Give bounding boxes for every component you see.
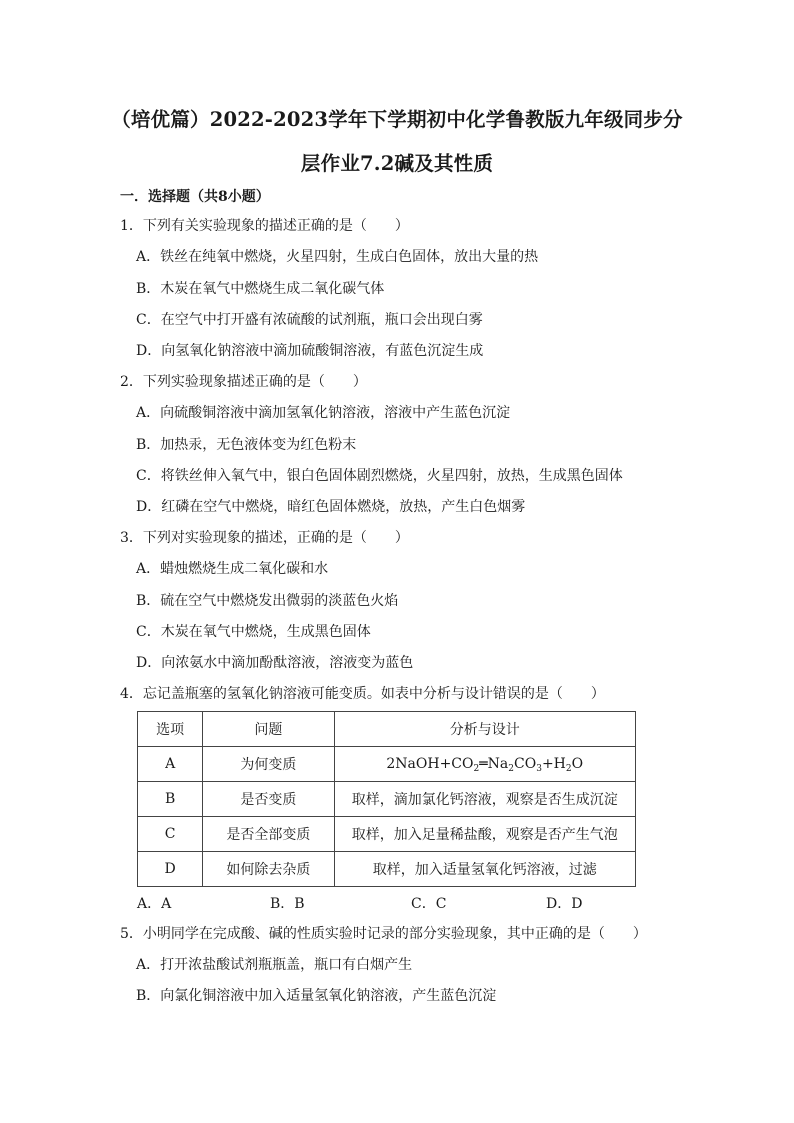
question-3-option-a: A．蜡烛燃烧生成二氧化碳和水 [136, 561, 329, 577]
question-1-stem: 1．下列有关实验现象的描述正确的是（ ） [120, 218, 409, 234]
equation-subscript: 3 [536, 764, 542, 774]
question-1-option-c: C．在空气中打开盛有浓硫酸的试剂瓶，瓶口会出现白雾 [136, 312, 483, 328]
question-3-stem: 3．下列对实验现象的描述，正确的是（ ） [120, 530, 409, 546]
table-cell-analysis: 取样，加入适量氢氧化钙溶液，过滤 [334, 852, 635, 887]
question-1-option-b: B．木炭在氧气中燃烧生成二氧化碳气体 [136, 281, 385, 297]
question-1-option-a: A．铁丝在纯氧中燃烧，火星四射，生成白色固体，放出大量的热 [136, 249, 539, 265]
question-4-choice-b: B．B [270, 896, 305, 912]
section-heading: 一．选择题（共8小题） [120, 189, 270, 205]
table-cell-analysis: 取样，滴加氯化钙溶液，观察是否生成沉淀 [334, 782, 635, 817]
table-header: 问题 [203, 712, 334, 747]
table-header: 分析与设计 [334, 712, 635, 747]
table-cell-option: B [138, 782, 203, 817]
table-cell-question: 是否变质 [203, 782, 334, 817]
equation-part: 2NaOH+CO [386, 756, 474, 772]
question-3-option-d: D．向浓氨水中滴加酚酞溶液，溶液变为蓝色 [136, 655, 414, 671]
question-1-option-d: D．向氢氧化钠溶液中滴加硫酸铜溶液，有蓝色沉淀生成 [136, 343, 484, 359]
table-cell-option: D [138, 852, 203, 887]
question-5-option-a: A．打开浓盐酸试剂瓶瓶盖，瓶口有白烟产生 [136, 957, 413, 973]
question-4-choice-d: D．D [546, 896, 583, 912]
question-4-choice-c: C．C [411, 896, 447, 912]
table-cell-analysis: 取样，加入足量稀盐酸，观察是否产生气泡 [334, 817, 635, 852]
equation-part: +H [541, 756, 566, 772]
table-header-row [138, 712, 636, 747]
question-2-option-a: A．向硫酸铜溶液中滴加氢氧化钠溶液，溶液中产生蓝色沉淀 [136, 405, 511, 421]
table-row [138, 747, 636, 782]
table-cell-equation [334, 747, 635, 782]
question-2-option-d: D．红磷在空气中燃烧，暗红色固体燃烧，放热，产生白色烟雾 [136, 499, 526, 515]
table-row [138, 852, 636, 887]
equation-part: O [571, 756, 584, 772]
question-3-option-b: B．硫在空气中燃烧发出微弱的淡蓝色火焰 [136, 593, 399, 609]
question-2-option-c: C．将铁丝伸入氧气中，银白色固体剧烈燃烧，火星四射，放热，生成黑色固体 [136, 468, 623, 484]
table-cell-option: A [138, 747, 203, 782]
question-5-stem: 5．小明同学在完成酸、碱的性质实验时记录的部分实验现象，其中正确的是（ ） [120, 926, 647, 942]
question-4-choice-a: A．A [137, 896, 172, 912]
table-cell-option: C [138, 817, 203, 852]
equation-subscript: 2 [473, 764, 480, 774]
question-3-option-c: C．木炭在氧气中燃烧，生成黑色固体 [136, 624, 371, 640]
question-2-option-b: B．加热汞，无色液体变为红色粉末 [136, 437, 357, 453]
table-header: 选项 [138, 712, 203, 747]
table-row [138, 782, 636, 817]
table-cell-question: 如何除去杂质 [203, 852, 334, 887]
equation-part: CO [514, 756, 537, 772]
document-title-line2: 层作业7.2碱及其性质 [300, 152, 494, 175]
question-2-stem: 2．下列实验现象描述正确的是（ ） [120, 374, 367, 390]
table-row [138, 817, 636, 852]
question-4-stem: 4．忘记盖瓶塞的氢氧化钠溶液可能变质。如表中分析与设计错误的是（ ） [120, 686, 605, 702]
equation-subscript: 2 [565, 764, 572, 774]
document-title-line1: （培优篇）2022-2023学年下学期初中化学鲁教版九年级同步分 [111, 108, 683, 131]
question-5-option-b: B．向氯化铜溶液中加入适量氢氧化钠溶液，产生蓝色沉淀 [136, 988, 497, 1004]
table-cell-question: 是否全部变质 [203, 817, 334, 852]
table-cell-question: 为何变质 [203, 747, 334, 782]
equation-part: ═Na [479, 756, 509, 772]
question-4-table [137, 711, 636, 887]
equation-subscript: 2 [508, 764, 515, 774]
